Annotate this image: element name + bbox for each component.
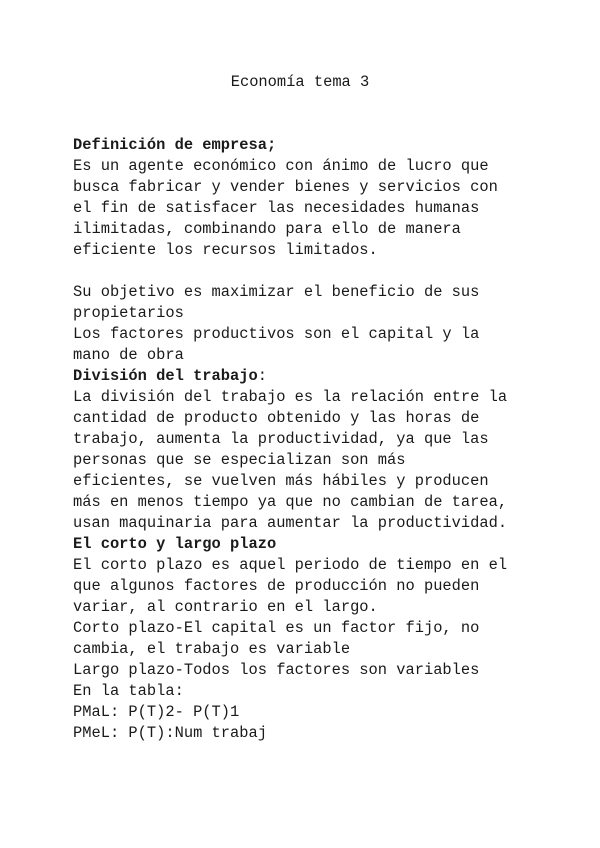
blank-line <box>73 261 593 282</box>
heading-definicion-empresa: Definición de empresa; <box>73 136 277 154</box>
paragraph-line: La división del trabajo es la relación entre la <box>73 388 508 406</box>
paragraph-line: mano de obra <box>73 346 184 364</box>
paragraph-line: propietarios <box>73 304 184 322</box>
paragraph-line: En la tabla: <box>73 682 184 700</box>
formula-line: PMeL: P(T):Num trabaj <box>73 724 267 742</box>
paragraph-line: eficiente los recursos limitados. <box>73 241 378 259</box>
heading-corto-largo-plazo: El corto y largo plazo <box>73 535 277 553</box>
paragraph-line: Los factores productivos son el capital y la <box>73 325 480 343</box>
paragraph-line: eficientes, se vuelven más hábiles y producen <box>73 472 489 490</box>
paragraph-line: cambia, el trabajo es variable <box>73 640 351 658</box>
heading-division-trabajo <box>73 366 593 387</box>
paragraph-line: que algunos factores de producción no pueden <box>73 577 480 595</box>
paragraph-line: cantidad de producto obtenido y las horas de <box>73 409 480 427</box>
paragraph-line: Largo plazo-Todos los factores son variables <box>73 661 480 679</box>
paragraph-line: Su objetivo es maximizar el beneficio de sus <box>73 283 480 301</box>
document-body <box>73 135 593 744</box>
paragraph-line: trabajo, aumenta la productividad, ya que las <box>73 430 489 448</box>
heading-colon: : <box>257 367 267 385</box>
heading-text: División del trabajo <box>73 367 258 385</box>
paragraph-line: variar, al contrario en el largo. <box>73 598 378 616</box>
paragraph-line: usan maquinaria para aumentar la productividad. <box>73 514 508 532</box>
paragraph-line: busca fabricar y vender bienes y servicios con <box>73 178 498 196</box>
document-title: Economía tema 3 <box>230 73 370 91</box>
paragraph-line: El corto plazo es aquel periodo de tiempo en el <box>73 556 508 574</box>
paragraph-line: personas que se especializan son más <box>73 451 406 469</box>
paragraph-line: más en menos tiempo ya que no cambian de tarea, <box>73 493 508 511</box>
paragraph-line: Corto plazo-El capital es un factor fijo, no <box>73 619 480 637</box>
paragraph-line: ilimitadas, combinando para ello de manera <box>73 220 461 238</box>
paragraph-line: el fin de satisfacer las necesidades humanas <box>73 199 480 217</box>
formula-line: PMaL: P(T)2- P(T)1 <box>73 703 240 721</box>
paragraph-line: Es un agente económico con ánimo de lucro que <box>73 157 489 175</box>
